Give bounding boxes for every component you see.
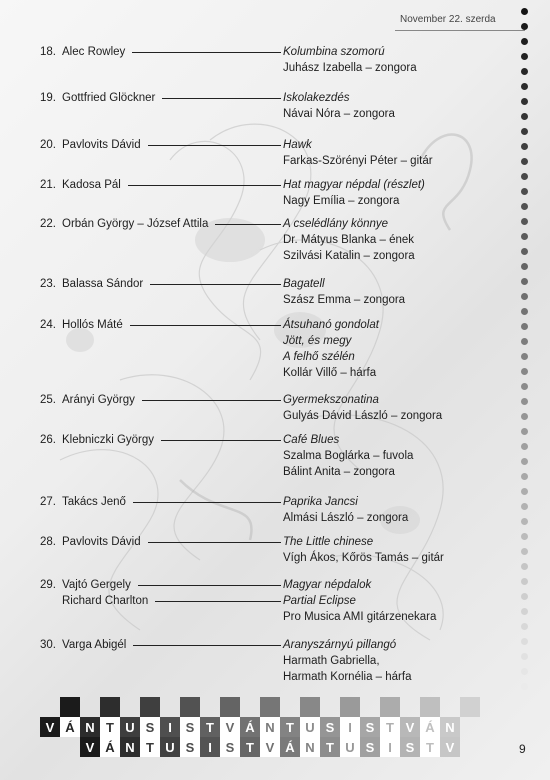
entry-number: 19. [40, 92, 56, 104]
performer: Návai Nóra – zongora [283, 108, 395, 120]
performer: Bálint Anita – zongora [283, 466, 395, 478]
leader-line [148, 542, 281, 543]
composer-name: Richard Charlton [62, 595, 149, 607]
banner-letter: T [106, 720, 114, 735]
margin-dot [521, 533, 528, 540]
banner-letter: Á [285, 740, 295, 755]
banner-block [340, 697, 360, 717]
margin-dot [521, 608, 528, 615]
banner-letter: Á [105, 740, 115, 755]
entry-details [283, 637, 513, 685]
margin-dot [521, 128, 528, 135]
margin-dot [521, 38, 528, 45]
margin-dot [521, 563, 528, 570]
banner-block [460, 697, 480, 717]
banner-letter: V [405, 720, 415, 735]
margin-dot [521, 83, 528, 90]
banner-block [420, 697, 440, 717]
banner-block [140, 697, 160, 717]
banner-letter: Á [65, 720, 75, 735]
entry-number: 26. [40, 434, 56, 446]
composer-name: Hollós Máté [62, 319, 123, 331]
banner-letter: Á [425, 720, 435, 735]
entry-number: 20. [40, 139, 56, 151]
margin-dot [521, 308, 528, 315]
banner-letter: Á [245, 720, 255, 735]
performer: Szalma Boglárka – fuvola [283, 450, 414, 462]
banner-block [380, 697, 400, 717]
margin-dot [521, 293, 528, 300]
performer: Nagy Emília – zongora [283, 195, 400, 207]
performer: Harmath Gabriella, [283, 655, 380, 667]
entry-details [283, 432, 513, 480]
entry-number: 25. [40, 394, 56, 406]
margin-dot [521, 503, 528, 510]
work-title: Kolumbina szomorú [283, 46, 385, 58]
margin-dot [521, 143, 528, 150]
banner-letter: V [85, 740, 95, 755]
banner-letter: V [445, 740, 455, 755]
banner-letter: T [426, 740, 434, 755]
margin-dot [521, 68, 528, 75]
banner-letter: T [146, 740, 154, 755]
banner-letter: S [365, 720, 375, 735]
work-title: Jött, és megy [283, 335, 352, 347]
margin-dot [521, 263, 528, 270]
work-title: Café Blues [283, 434, 340, 446]
margin-dot [521, 323, 528, 330]
margin-dot [521, 203, 528, 210]
leader-line [133, 645, 281, 646]
margin-dot [521, 368, 528, 375]
leader-line [162, 98, 281, 99]
banner-letter: N [305, 740, 315, 755]
banner-letter: T [286, 720, 294, 735]
performer: Dr. Mátyus Blanka – ének [283, 234, 415, 246]
leader-line [150, 284, 281, 285]
banner-letter: U [345, 740, 355, 755]
banner-block [260, 697, 280, 717]
margin-dot [521, 398, 528, 405]
banner-letter: N [445, 720, 455, 735]
work-title: A felhő szélén [283, 351, 355, 363]
entry-details [283, 137, 513, 169]
banner-block [100, 697, 120, 717]
leader-line [148, 145, 281, 146]
composer-name: Kadosa Pál [62, 179, 121, 191]
entry-number: 24. [40, 319, 56, 331]
work-title: Átsuhanó gondolat [283, 319, 379, 331]
banner-letter: I [348, 720, 352, 735]
work-title: Hawk [283, 139, 312, 151]
performer: Vígh Ákos, Kőrös Tamás – gitár [283, 552, 444, 564]
header-date: November 22. szerda [400, 14, 496, 25]
entry-details [283, 177, 513, 209]
entry-details [283, 577, 513, 625]
margin-dot [521, 518, 528, 525]
entry-details [283, 534, 513, 566]
entry-details [283, 317, 513, 381]
margin-dot [521, 23, 528, 30]
entry-number: 23. [40, 278, 56, 290]
margin-dot-column [520, 8, 532, 698]
margin-dot [521, 488, 528, 495]
entry-details [283, 90, 513, 122]
composer-name: Arányi György [62, 394, 135, 406]
banner-letter: I [208, 740, 212, 755]
margin-dot [521, 428, 528, 435]
work-title: Partial Eclipse [283, 595, 356, 607]
margin-dot [521, 233, 528, 240]
performer: Almási László – zongora [283, 512, 409, 524]
composer-name: Vajtó Gergely [62, 579, 131, 591]
margin-dot [521, 113, 528, 120]
banner-letter: T [326, 740, 334, 755]
composer-name: Alec Rowley [62, 46, 126, 58]
work-title: Iskolakezdés [283, 92, 350, 104]
performer: Kollár Villő – hárfa [283, 367, 377, 379]
entry-number: 21. [40, 179, 56, 191]
banner-letter: S [325, 720, 335, 735]
composer-name: Pavlovits Dávid [62, 139, 141, 151]
banner-block [180, 697, 200, 717]
margin-dot [521, 683, 528, 690]
banner-letter: V [225, 720, 235, 735]
margin-dot [521, 458, 528, 465]
margin-dot [521, 53, 528, 60]
margin-dot [521, 443, 528, 450]
work-title: The Little chinese [283, 536, 374, 548]
entry-number: 22. [40, 218, 56, 230]
entry-number: 28. [40, 536, 56, 548]
composer-name: Orbán György – József Attila [62, 218, 209, 230]
banner-letter: T [246, 740, 254, 755]
margin-dot [521, 338, 528, 345]
work-title: Bagatell [283, 278, 325, 290]
vantus-istvan-banner [40, 697, 480, 757]
performer: Farkas-Szörényi Péter – gitár [283, 155, 433, 167]
performer: Juhász Izabella – zongora [283, 62, 417, 74]
composer-name: Pavlovits Dávid [62, 536, 141, 548]
leader-line [155, 601, 281, 602]
entry-number: 18. [40, 46, 56, 58]
composer-name: Balassa Sándor [62, 278, 144, 290]
banner-letter: V [265, 740, 275, 755]
work-title: Paprika Jancsi [283, 496, 358, 508]
banner-letter: I [388, 740, 392, 755]
banner-letter: U [125, 720, 135, 735]
banner-block [60, 697, 80, 717]
margin-dot [521, 218, 528, 225]
leader-line [142, 400, 281, 401]
performer: Szilvási Katalin – zongora [283, 250, 415, 262]
work-title: Gyermekszonatina [283, 394, 379, 406]
performer: Harmath Kornélia – hárfa [283, 671, 412, 683]
work-title: A cselédlány könnye [283, 218, 389, 230]
leader-line [161, 440, 281, 441]
work-title: Hat magyar népdal (részlet) [283, 179, 425, 191]
leader-line [132, 52, 281, 53]
margin-dot [521, 548, 528, 555]
margin-dot [521, 668, 528, 675]
composer-name: Klebniczki György [62, 434, 155, 446]
leader-line [128, 185, 281, 186]
work-title: Aranyszárnyú pillangó [283, 639, 397, 651]
banner-letter: T [206, 720, 214, 735]
banner-letter: I [168, 720, 172, 735]
entry-number: 30. [40, 639, 56, 651]
banner-letter: S [225, 740, 235, 755]
leader-line [130, 325, 281, 326]
entry-details [283, 392, 513, 424]
performer: Pro Musica AMI gitárzenekara [283, 611, 437, 623]
banner-letter: V [45, 720, 55, 735]
margin-dot [521, 473, 528, 480]
entry-details [283, 44, 513, 76]
banner-letter: S [145, 720, 155, 735]
banner-letter: N [265, 720, 275, 735]
margin-dot [521, 248, 528, 255]
margin-dot [521, 173, 528, 180]
performer: Szász Emma – zongora [283, 294, 406, 306]
composer-name: Takács Jenő [62, 496, 126, 508]
margin-dot [521, 593, 528, 600]
banner-letter: S [185, 740, 195, 755]
leader-line [138, 585, 281, 586]
banner-letter: U [305, 720, 315, 735]
entry-number: 29. [40, 579, 56, 591]
leader-line [215, 224, 281, 225]
banner-block [220, 697, 240, 717]
margin-dot [521, 188, 528, 195]
banner-letter: S [405, 740, 415, 755]
banner-letter: T [386, 720, 394, 735]
margin-dot [521, 98, 528, 105]
entry-number: 27. [40, 496, 56, 508]
performer: Gulyás Dávid László – zongora [283, 410, 443, 422]
margin-dot [521, 638, 528, 645]
margin-dot [521, 158, 528, 165]
page-number: 9 [519, 742, 526, 756]
margin-dot [521, 623, 528, 630]
margin-dot [521, 353, 528, 360]
banner-letter: N [125, 740, 135, 755]
banner-letter: U [165, 740, 175, 755]
entry-details [283, 216, 513, 264]
margin-dot [521, 653, 528, 660]
margin-dot [521, 413, 528, 420]
banner-letter: S [185, 720, 195, 735]
work-title: Magyar népdalok [283, 579, 372, 591]
entry-details [283, 276, 513, 308]
margin-dot [521, 578, 528, 585]
entry-details [283, 494, 513, 526]
header-rule [395, 30, 525, 31]
banner-block [300, 697, 320, 717]
leader-line [133, 502, 281, 503]
margin-dot [521, 383, 528, 390]
margin-dot [521, 8, 528, 15]
composer-name: Varga Abigél [62, 639, 127, 651]
margin-dot [521, 278, 528, 285]
banner-letter: N [85, 720, 95, 735]
banner-letter: S [365, 740, 375, 755]
composer-name: Gottfried Glöckner [62, 92, 156, 104]
